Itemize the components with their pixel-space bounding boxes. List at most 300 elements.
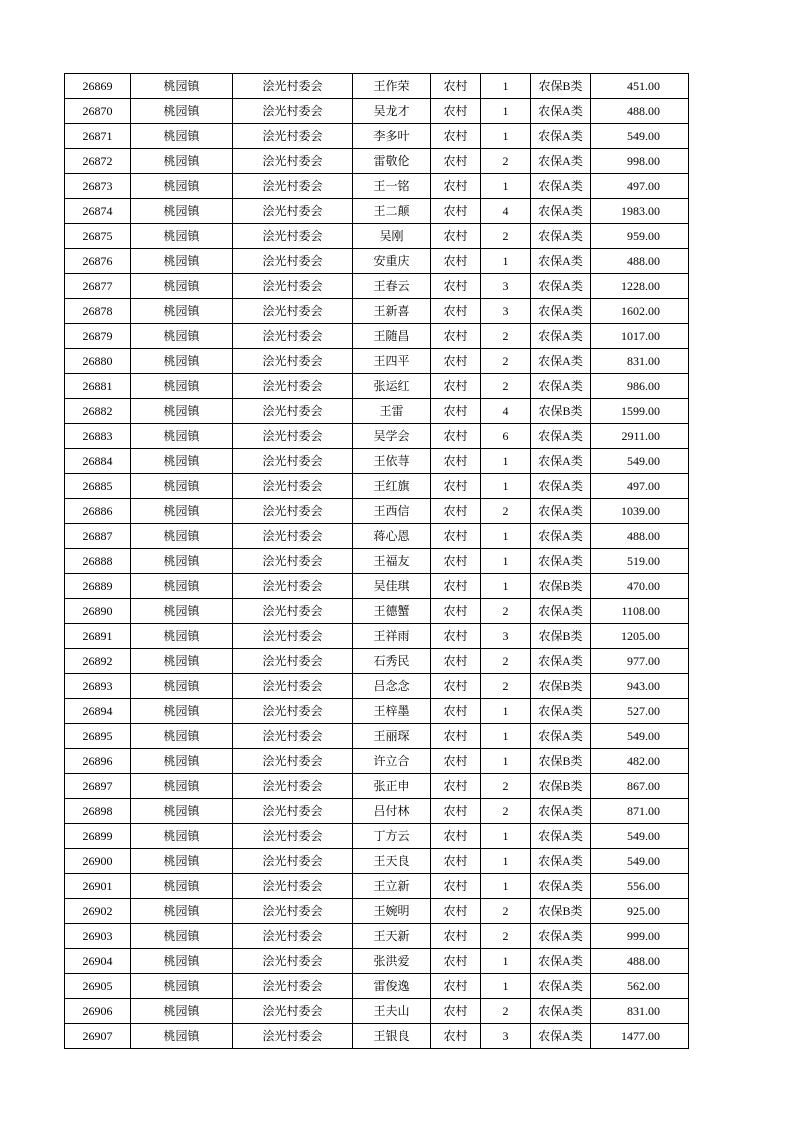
cell-residence-type: 农村 (431, 124, 481, 149)
cell-amount: 488.00 (591, 249, 689, 274)
cell-insurance-category: 农保A类 (531, 324, 591, 349)
cell-village-committee: 浍光村委会 (233, 174, 353, 199)
cell-person-count: 2 (481, 799, 531, 824)
table-row (65, 274, 689, 299)
cell-residence-type: 农村 (431, 699, 481, 724)
cell-residence-type: 农村 (431, 474, 481, 499)
cell-person-count: 3 (481, 274, 531, 299)
cell-record-id: 26872 (65, 149, 131, 174)
cell-person-name: 吕付林 (353, 799, 431, 824)
cell-person-count: 1 (481, 249, 531, 274)
cell-town: 桃园镇 (131, 424, 233, 449)
cell-person-name: 王德蟹 (353, 599, 431, 624)
cell-person-name: 张运红 (353, 374, 431, 399)
cell-person-count: 1 (481, 449, 531, 474)
cell-person-count: 2 (481, 149, 531, 174)
cell-residence-type: 农村 (431, 774, 481, 799)
cell-amount: 1108.00 (591, 599, 689, 624)
cell-person-count: 2 (481, 899, 531, 924)
cell-person-count: 2 (481, 499, 531, 524)
cell-person-count: 2 (481, 374, 531, 399)
cell-amount: 519.00 (591, 549, 689, 574)
cell-insurance-category: 农保A类 (531, 199, 591, 224)
cell-insurance-category: 农保B类 (531, 899, 591, 924)
cell-person-count: 1 (481, 699, 531, 724)
cell-village-committee: 浍光村委会 (233, 899, 353, 924)
table-row (65, 724, 689, 749)
cell-person-count: 1 (481, 549, 531, 574)
cell-person-count: 1 (481, 124, 531, 149)
cell-amount: 488.00 (591, 949, 689, 974)
cell-record-id: 26887 (65, 524, 131, 549)
cell-village-committee: 浍光村委会 (233, 224, 353, 249)
table-row (65, 399, 689, 424)
cell-person-name: 许立合 (353, 749, 431, 774)
cell-residence-type: 农村 (431, 574, 481, 599)
cell-residence-type: 农村 (431, 299, 481, 324)
cell-amount: 488.00 (591, 524, 689, 549)
cell-amount: 527.00 (591, 699, 689, 724)
cell-record-id: 26894 (65, 699, 131, 724)
table-row (65, 149, 689, 174)
cell-person-count: 1 (481, 749, 531, 774)
cell-residence-type: 农村 (431, 349, 481, 374)
cell-town: 桃园镇 (131, 924, 233, 949)
cell-amount: 867.00 (591, 774, 689, 799)
table-row (65, 449, 689, 474)
cell-residence-type: 农村 (431, 824, 481, 849)
cell-town: 桃园镇 (131, 749, 233, 774)
cell-person-name: 王作荣 (353, 74, 431, 99)
cell-town: 桃园镇 (131, 149, 233, 174)
table-row (65, 249, 689, 274)
cell-amount: 2911.00 (591, 424, 689, 449)
cell-village-committee: 浍光村委会 (233, 1024, 353, 1049)
cell-person-name: 吴刚 (353, 224, 431, 249)
cell-amount: 470.00 (591, 574, 689, 599)
cell-insurance-category: 农保A类 (531, 599, 591, 624)
cell-person-count: 1 (481, 524, 531, 549)
cell-insurance-category: 农保A类 (531, 824, 591, 849)
cell-town: 桃园镇 (131, 299, 233, 324)
cell-town: 桃园镇 (131, 674, 233, 699)
cell-residence-type: 农村 (431, 674, 481, 699)
cell-amount: 943.00 (591, 674, 689, 699)
cell-amount: 562.00 (591, 974, 689, 999)
cell-village-committee: 浍光村委会 (233, 249, 353, 274)
cell-village-committee: 浍光村委会 (233, 674, 353, 699)
cell-person-count: 2 (481, 599, 531, 624)
cell-insurance-category: 农保A类 (531, 474, 591, 499)
table-row (65, 599, 689, 624)
cell-village-committee: 浍光村委会 (233, 349, 353, 374)
cell-person-name: 王随昌 (353, 324, 431, 349)
cell-village-committee: 浍光村委会 (233, 799, 353, 824)
cell-insurance-category: 农保B类 (531, 399, 591, 424)
cell-person-name: 王立新 (353, 874, 431, 899)
cell-person-name: 王婉明 (353, 899, 431, 924)
table-row (65, 574, 689, 599)
cell-insurance-category: 农保A类 (531, 874, 591, 899)
cell-amount: 1017.00 (591, 324, 689, 349)
cell-person-name: 王一铭 (353, 174, 431, 199)
cell-person-name: 吕念念 (353, 674, 431, 699)
cell-insurance-category: 农保A类 (531, 799, 591, 824)
cell-residence-type: 农村 (431, 499, 481, 524)
cell-insurance-category: 农保A类 (531, 99, 591, 124)
cell-amount: 1228.00 (591, 274, 689, 299)
cell-village-committee: 浍光村委会 (233, 624, 353, 649)
table-row (65, 174, 689, 199)
table-row (65, 224, 689, 249)
cell-record-id: 26902 (65, 899, 131, 924)
cell-residence-type: 农村 (431, 874, 481, 899)
table-body (65, 74, 689, 1049)
cell-insurance-category: 农保A类 (531, 549, 591, 574)
cell-insurance-category: 农保A类 (531, 149, 591, 174)
cell-person-count: 1 (481, 974, 531, 999)
table-row (65, 549, 689, 574)
cell-residence-type: 农村 (431, 974, 481, 999)
cell-record-id: 26892 (65, 649, 131, 674)
cell-village-committee: 浍光村委会 (233, 924, 353, 949)
cell-record-id: 26900 (65, 849, 131, 874)
cell-village-committee: 浍光村委会 (233, 149, 353, 174)
cell-residence-type: 农村 (431, 74, 481, 99)
cell-village-committee: 浍光村委会 (233, 199, 353, 224)
table-row (65, 499, 689, 524)
cell-insurance-category: 农保A类 (531, 449, 591, 474)
cell-town: 桃园镇 (131, 99, 233, 124)
table-row (65, 299, 689, 324)
cell-residence-type: 农村 (431, 924, 481, 949)
cell-insurance-category: 农保A类 (531, 649, 591, 674)
cell-town: 桃园镇 (131, 249, 233, 274)
cell-person-name: 王红旗 (353, 474, 431, 499)
cell-town: 桃园镇 (131, 349, 233, 374)
cell-person-name: 石秀民 (353, 649, 431, 674)
cell-insurance-category: 农保B类 (531, 674, 591, 699)
table-row (65, 1024, 689, 1049)
cell-record-id: 26895 (65, 724, 131, 749)
cell-village-committee: 浍光村委会 (233, 74, 353, 99)
table-row (65, 474, 689, 499)
cell-village-committee: 浍光村委会 (233, 274, 353, 299)
cell-person-count: 4 (481, 399, 531, 424)
cell-town: 桃园镇 (131, 899, 233, 924)
cell-village-committee: 浍光村委会 (233, 599, 353, 624)
cell-village-committee: 浍光村委会 (233, 824, 353, 849)
cell-insurance-category: 农保B类 (531, 749, 591, 774)
cell-village-committee: 浍光村委会 (233, 699, 353, 724)
cell-town: 桃园镇 (131, 574, 233, 599)
cell-town: 桃园镇 (131, 174, 233, 199)
cell-record-id: 26879 (65, 324, 131, 349)
cell-town: 桃园镇 (131, 874, 233, 899)
cell-village-committee: 浍光村委会 (233, 374, 353, 399)
cell-residence-type: 农村 (431, 649, 481, 674)
cell-residence-type: 农村 (431, 224, 481, 249)
cell-residence-type: 农村 (431, 749, 481, 774)
cell-village-committee: 浍光村委会 (233, 649, 353, 674)
cell-amount: 999.00 (591, 924, 689, 949)
cell-person-name: 王新喜 (353, 299, 431, 324)
cell-insurance-category: 农保A类 (531, 1024, 591, 1049)
cell-amount: 1039.00 (591, 499, 689, 524)
cell-residence-type: 农村 (431, 524, 481, 549)
cell-person-count: 3 (481, 1024, 531, 1049)
cell-person-name: 王丽琛 (353, 724, 431, 749)
cell-record-id: 26883 (65, 424, 131, 449)
cell-residence-type: 农村 (431, 849, 481, 874)
cell-insurance-category: 农保A类 (531, 724, 591, 749)
cell-person-name: 丁方云 (353, 824, 431, 849)
cell-insurance-category: 农保A类 (531, 124, 591, 149)
cell-record-id: 26886 (65, 499, 131, 524)
cell-insurance-category: 农保A类 (531, 349, 591, 374)
cell-amount: 871.00 (591, 799, 689, 824)
cell-town: 桃园镇 (131, 699, 233, 724)
cell-record-id: 26878 (65, 299, 131, 324)
cell-person-name: 王夫山 (353, 999, 431, 1024)
cell-amount: 925.00 (591, 899, 689, 924)
cell-record-id: 26874 (65, 199, 131, 224)
cell-person-count: 2 (481, 999, 531, 1024)
cell-town: 桃园镇 (131, 374, 233, 399)
cell-village-committee: 浍光村委会 (233, 449, 353, 474)
cell-town: 桃园镇 (131, 824, 233, 849)
cell-person-name: 王祥雨 (353, 624, 431, 649)
cell-town: 桃园镇 (131, 774, 233, 799)
cell-person-name: 张洪爱 (353, 949, 431, 974)
cell-residence-type: 农村 (431, 374, 481, 399)
cell-insurance-category: 农保B类 (531, 624, 591, 649)
cell-amount: 497.00 (591, 174, 689, 199)
table-row (65, 424, 689, 449)
cell-village-committee: 浍光村委会 (233, 399, 353, 424)
table-row (65, 924, 689, 949)
cell-person-name: 王雷 (353, 399, 431, 424)
cell-village-committee: 浍光村委会 (233, 499, 353, 524)
cell-town: 桃园镇 (131, 599, 233, 624)
cell-person-count: 1 (481, 174, 531, 199)
table-row (65, 524, 689, 549)
table-row (65, 624, 689, 649)
cell-record-id: 26891 (65, 624, 131, 649)
cell-insurance-category: 农保A类 (531, 524, 591, 549)
cell-town: 桃园镇 (131, 124, 233, 149)
cell-village-committee: 浍光村委会 (233, 574, 353, 599)
cell-residence-type: 农村 (431, 999, 481, 1024)
cell-town: 桃园镇 (131, 199, 233, 224)
cell-residence-type: 农村 (431, 899, 481, 924)
table-row (65, 674, 689, 699)
cell-person-name: 吴龙才 (353, 99, 431, 124)
cell-town: 桃园镇 (131, 624, 233, 649)
cell-person-name: 雷俊逸 (353, 974, 431, 999)
cell-residence-type: 农村 (431, 424, 481, 449)
cell-village-committee: 浍光村委会 (233, 749, 353, 774)
cell-residence-type: 农村 (431, 549, 481, 574)
cell-amount: 482.00 (591, 749, 689, 774)
cell-amount: 451.00 (591, 74, 689, 99)
cell-town: 桃园镇 (131, 549, 233, 574)
cell-person-count: 2 (481, 924, 531, 949)
table-row (65, 349, 689, 374)
cell-insurance-category: 农保A类 (531, 974, 591, 999)
cell-insurance-category: 农保A类 (531, 249, 591, 274)
table-row (65, 949, 689, 974)
cell-record-id: 26907 (65, 1024, 131, 1049)
cell-village-committee: 浍光村委会 (233, 774, 353, 799)
cell-town: 桃园镇 (131, 474, 233, 499)
table-row (65, 374, 689, 399)
cell-residence-type: 农村 (431, 624, 481, 649)
cell-record-id: 26876 (65, 249, 131, 274)
cell-insurance-category: 农保A类 (531, 499, 591, 524)
cell-person-name: 王天新 (353, 924, 431, 949)
cell-town: 桃园镇 (131, 799, 233, 824)
cell-person-count: 2 (481, 774, 531, 799)
cell-village-committee: 浍光村委会 (233, 849, 353, 874)
cell-town: 桃园镇 (131, 649, 233, 674)
cell-village-committee: 浍光村委会 (233, 324, 353, 349)
cell-person-count: 1 (481, 99, 531, 124)
cell-record-id: 26870 (65, 99, 131, 124)
cell-record-id: 26871 (65, 124, 131, 149)
cell-record-id: 26903 (65, 924, 131, 949)
cell-amount: 998.00 (591, 149, 689, 174)
cell-record-id: 26899 (65, 824, 131, 849)
cell-person-count: 3 (481, 624, 531, 649)
cell-person-name: 王四平 (353, 349, 431, 374)
cell-insurance-category: 农保A类 (531, 949, 591, 974)
cell-amount: 986.00 (591, 374, 689, 399)
cell-village-committee: 浍光村委会 (233, 99, 353, 124)
cell-record-id: 26889 (65, 574, 131, 599)
cell-residence-type: 农村 (431, 949, 481, 974)
cell-village-committee: 浍光村委会 (233, 549, 353, 574)
cell-village-committee: 浍光村委会 (233, 424, 353, 449)
cell-record-id: 26906 (65, 999, 131, 1024)
cell-amount: 959.00 (591, 224, 689, 249)
cell-record-id: 26896 (65, 749, 131, 774)
cell-person-count: 1 (481, 724, 531, 749)
cell-town: 桃园镇 (131, 274, 233, 299)
cell-residence-type: 农村 (431, 1024, 481, 1049)
cell-person-count: 2 (481, 649, 531, 674)
cell-village-committee: 浍光村委会 (233, 874, 353, 899)
cell-amount: 831.00 (591, 999, 689, 1024)
cell-record-id: 26882 (65, 399, 131, 424)
cell-residence-type: 农村 (431, 724, 481, 749)
cell-insurance-category: 农保B类 (531, 774, 591, 799)
cell-town: 桃园镇 (131, 74, 233, 99)
insurance-payment-table (64, 73, 689, 1049)
cell-town: 桃园镇 (131, 524, 233, 549)
table-row (65, 324, 689, 349)
cell-record-id: 26901 (65, 874, 131, 899)
cell-residence-type: 农村 (431, 199, 481, 224)
cell-record-id: 26873 (65, 174, 131, 199)
cell-insurance-category: 农保A类 (531, 999, 591, 1024)
cell-person-name: 王银良 (353, 1024, 431, 1049)
cell-record-id: 26890 (65, 599, 131, 624)
cell-person-count: 1 (481, 474, 531, 499)
cell-person-count: 1 (481, 949, 531, 974)
cell-person-name: 张正申 (353, 774, 431, 799)
cell-residence-type: 农村 (431, 324, 481, 349)
table-row (65, 749, 689, 774)
cell-insurance-category: 农保A类 (531, 424, 591, 449)
cell-record-id: 26897 (65, 774, 131, 799)
cell-residence-type: 农村 (431, 449, 481, 474)
cell-amount: 549.00 (591, 724, 689, 749)
cell-amount: 1477.00 (591, 1024, 689, 1049)
cell-town: 桃园镇 (131, 224, 233, 249)
table-row (65, 199, 689, 224)
cell-town: 桃园镇 (131, 999, 233, 1024)
cell-village-committee: 浍光村委会 (233, 974, 353, 999)
table-row (65, 799, 689, 824)
cell-person-count: 1 (481, 824, 531, 849)
cell-person-count: 2 (481, 674, 531, 699)
table-row (65, 874, 689, 899)
cell-person-name: 王春云 (353, 274, 431, 299)
cell-record-id: 26884 (65, 449, 131, 474)
cell-person-count: 3 (481, 299, 531, 324)
table-row (65, 99, 689, 124)
cell-record-id: 26898 (65, 799, 131, 824)
cell-record-id: 26905 (65, 974, 131, 999)
cell-record-id: 26888 (65, 549, 131, 574)
cell-person-count: 1 (481, 874, 531, 899)
cell-record-id: 26885 (65, 474, 131, 499)
cell-insurance-category: 农保A类 (531, 224, 591, 249)
cell-amount: 1602.00 (591, 299, 689, 324)
table-row (65, 74, 689, 99)
cell-town: 桃园镇 (131, 449, 233, 474)
cell-insurance-category: 农保B类 (531, 74, 591, 99)
cell-person-count: 6 (481, 424, 531, 449)
cell-residence-type: 农村 (431, 99, 481, 124)
table-row (65, 774, 689, 799)
cell-town: 桃园镇 (131, 849, 233, 874)
cell-person-name: 王福友 (353, 549, 431, 574)
cell-town: 桃园镇 (131, 974, 233, 999)
cell-person-count: 1 (481, 574, 531, 599)
cell-amount: 977.00 (591, 649, 689, 674)
table-row (65, 649, 689, 674)
cell-insurance-category: 农保A类 (531, 699, 591, 724)
cell-amount: 831.00 (591, 349, 689, 374)
table-row (65, 899, 689, 924)
table-row (65, 999, 689, 1024)
cell-town: 桃园镇 (131, 949, 233, 974)
cell-insurance-category: 农保B类 (531, 574, 591, 599)
table-row (65, 974, 689, 999)
cell-person-count: 1 (481, 849, 531, 874)
cell-village-committee: 浍光村委会 (233, 524, 353, 549)
cell-insurance-category: 农保A类 (531, 924, 591, 949)
cell-town: 桃园镇 (131, 1024, 233, 1049)
cell-record-id: 26893 (65, 674, 131, 699)
cell-amount: 549.00 (591, 849, 689, 874)
cell-person-count: 4 (481, 199, 531, 224)
cell-insurance-category: 农保A类 (531, 174, 591, 199)
cell-insurance-category: 农保A类 (531, 849, 591, 874)
cell-residence-type: 农村 (431, 249, 481, 274)
